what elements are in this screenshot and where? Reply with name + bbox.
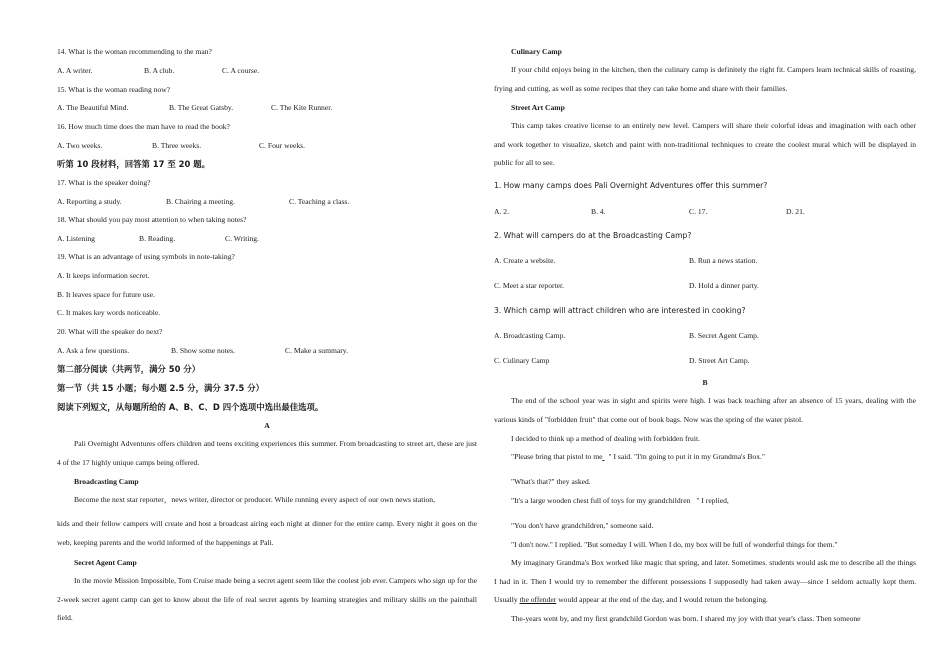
broadcasting-camp-text-rest: kids and their fellow campers will create and host a broadcast airing each night at dinner for the entire camp. Every night it goes on the web, keeping parents and the world informed of the happenings at Pali.: [57, 519, 477, 547]
r2-option-d: D. Hold a dinner party.: [689, 281, 759, 290]
r1-option-c: C. 17.: [689, 207, 708, 216]
r2-option-c: C. Meet a star reporter.: [494, 281, 565, 290]
r2-stem: [494, 231, 691, 241]
passage-b-para6: "You don't have grandchildren," someone said.: [511, 521, 654, 530]
r3-option-c: C. Culinary Camp: [494, 356, 550, 365]
q14-option-c: C. A course.: [222, 66, 260, 75]
offender-underlined: the offender: [519, 595, 557, 605]
section1-heading: 第一节（共 15 小题；每小题 2.5 分，满分 37.5 分）: [57, 383, 265, 393]
q17-stem: 17. What is the speaker doing?: [57, 178, 151, 187]
q18-option-b: B. Reading.: [139, 234, 176, 243]
passage-b-para9: The-years went by, and my first grandchild Gordon was born. I shared my joy with that year's class. Then someone: [511, 614, 861, 623]
q14-stem: 14. What is the woman recommending to the man?: [57, 47, 212, 56]
r3-stem-text: 3. Which camp will attract children who are interested in cooking?: [494, 306, 746, 315]
q18-stem: 18. What should you pay most attention to when taking notes?: [57, 215, 247, 224]
passage-b-para8: [494, 554, 916, 610]
passage-a-intro: Pali Overnight Adventures offers children and teens exciting experiences this summer. From broadcasting to street art, these are just 4 of the 17 highly unique camps being offered.: [57, 439, 477, 467]
passage-b-para4: "What's that?" they asked.: [511, 477, 591, 486]
passage-b-para3-part2: " I said. "I'm going to put it in my Grandma's Box.": [608, 452, 766, 461]
r1-option-b: B. 4.: [591, 207, 606, 216]
q19-option-c: C. It makes key words noticeable.: [57, 308, 161, 317]
street-art-camp-title: Street Art Camp: [511, 103, 565, 112]
listening-instruction: 听第 10 段材料，回答第 17 至 20 题。: [57, 159, 210, 169]
part2-heading: 第二部分阅读（共两节，满分 50 分）: [57, 364, 201, 374]
r1-option-a: A. 2.: [494, 207, 509, 216]
street-art-camp-text: This camp takes creative license to an entirely new level. Campers will share their colorful ideas and imagination with each other and work together to visualize, sketch and paint with non-traditional techniques to create the coolest mural which will be displayed in public for all to see.: [494, 121, 916, 168]
q15-option-a: A. The Beautiful Mind.: [57, 103, 129, 112]
q17-option-a: A. Reporting a study.: [57, 197, 122, 206]
q14-option-b: B. A club.: [144, 66, 175, 75]
q20-option-b: B. Show some notes.: [171, 346, 235, 355]
culinary-camp-text: If your child enjoys being in the kitchen, then the culinary camp is definitely the right fit. Campers learn technical skills of roasting, frying and cutting, as well as some recipes that they can take home and share with their families.: [494, 65, 916, 93]
q17-option-c: C. Teaching a class.: [289, 197, 350, 206]
passage-b-para1: The end of the school year was in sight and spirits were high. I was back teaching after an absence of 15 years, dealing with the various kinds of "forbidden fruit" that come out of book bags. Now was the spring of the water pistol.: [494, 396, 916, 424]
r3-option-b: B. Secret Agent Camp.: [689, 331, 759, 340]
q15-option-c: C. The Kite Runner.: [271, 103, 333, 112]
passage-b-para8-part2: would appear at the end of the day, and I would return the belonging.: [556, 595, 768, 605]
passage-b-para7: "I don't now." I replied. "But someday I will. When I do, my box will be full of wonderful things for them.": [511, 540, 838, 549]
passage-b-para5-part2: " I replied,: [696, 496, 729, 505]
q16-stem: 16. How much time does the man have to read the book?: [57, 122, 230, 131]
q20-stem: 20. What will the speaker do next?: [57, 327, 163, 336]
q17-option-b: B. Chairing a meeting.: [166, 197, 235, 206]
r1-option-d: D. 21.: [786, 207, 805, 216]
r2-option-b: B. Run a news station.: [689, 256, 758, 265]
reading-directions: 阅读下列短文，从每题所给的 A、B、C、D 四个选项中选出最佳选项。: [57, 402, 324, 412]
passage-b-para3: [511, 452, 765, 462]
q20-option-c: C. Make a summary.: [285, 346, 348, 355]
broadcasting-camp-title: Broadcasting Camp: [74, 477, 139, 486]
q16-option-c: C. Four weeks.: [259, 141, 305, 150]
culinary-camp-title: Culinary Camp: [511, 47, 562, 56]
r2-stem-text: 2. What will campers do at the Broadcasting Camp?: [494, 231, 692, 240]
passage-b-label: B: [702, 378, 708, 387]
q16-option-b: B. Three weeks.: [152, 141, 202, 150]
q16-option-a: A. Two weeks.: [57, 141, 103, 150]
secret-agent-camp-title: Secret Agent Camp: [74, 558, 137, 567]
r3-option-a: A. Broadcasting Camp.: [494, 331, 566, 340]
passage-b-para3-part1: "Please bring that pistol to me: [511, 452, 603, 461]
broadcasting-camp-text-line1: Become the next star reporter，news writer, director or producer. While running every aspect of our own news station,: [74, 495, 435, 504]
passage-b-para5-part1: "It's a large wooden chest full of toys for my grandchildren: [511, 496, 691, 505]
q15-stem: 15. What is the woman reading now?: [57, 85, 171, 94]
r3-option-d: D. Street Art Camp.: [689, 356, 750, 365]
q20-option-a: A. Ask a few questions.: [57, 346, 130, 355]
passage-a-label: A: [264, 421, 270, 430]
secret-agent-camp-text: In the movie Mission Impossible, Tom Cruise made being a secret agent seem like the coolest job ever. Campers who sign up for the 2-week secret agent camp can get to know about the life of real secret agents by learning strategies and military skills on the paintball field.: [57, 576, 477, 623]
q19-stem: 19. What is an advantage of using symbols in note-taking?: [57, 252, 235, 261]
q14-option-a: A. A writer.: [57, 66, 93, 75]
passage-b-para5: [511, 496, 729, 506]
r1-stem: [494, 181, 767, 191]
r3-stem: [494, 306, 746, 316]
q18-option-a: A. Listening: [57, 234, 95, 243]
q19-option-a: A. It keeps information secret.: [57, 271, 150, 280]
q15-option-b: B. The Great Gatsby.: [169, 103, 234, 112]
passage-b-para2: I decided to think up a method of dealing with forbidden fruit.: [511, 434, 700, 443]
q19-option-b: B. It leaves space for future use.: [57, 290, 155, 299]
passage-b-para8-part1: My imaginary Grandma's Box worked like magic that spring, and later. Sometimes. students would ask me to describe all the things I had in it. Then I would try to remember the different possessions I supposedly had taken away—since I seldom actually kept them. Usually: [494, 558, 916, 605]
r1-stem-text: 1. How many camps does Pali Overnight Adventures offer this summer?: [494, 181, 768, 190]
r2-option-a: A. Create a website.: [494, 256, 556, 265]
q18-option-c: C. Writing.: [225, 234, 259, 243]
